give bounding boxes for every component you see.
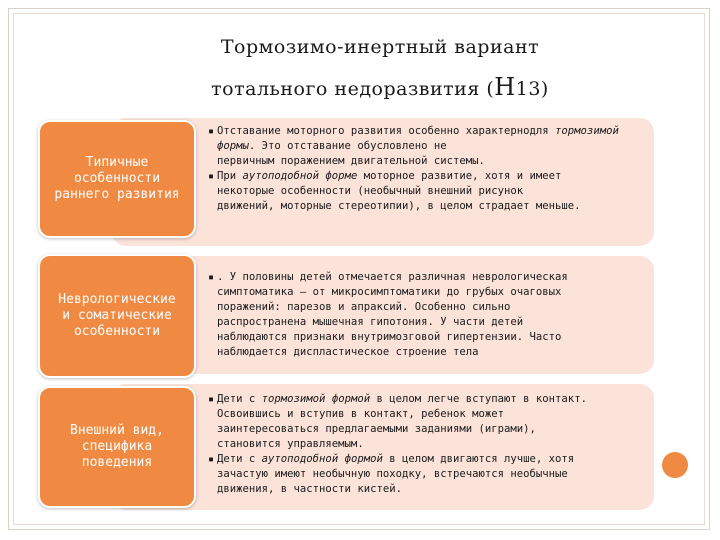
bullet-text-italic: тормозимой формы (217, 125, 619, 152)
row-1-label-line: особенности (73, 171, 161, 186)
bullet-text-segment: Дети с (217, 393, 262, 405)
bullet-text-segment: поражений: парезов и апраксий. Особенно сильно (217, 301, 511, 313)
bullet-text-segment: становится управляемым. (217, 438, 364, 450)
bullet-text-italic: тормозимой формой (261, 393, 371, 405)
row-3-description (208, 392, 648, 497)
bullet-paragraph (208, 124, 648, 169)
row-2-label-line: Неврологические (58, 292, 176, 307)
bullet-text-segment: наблюдаются признаки внутримозговой гипертензии. Часто (217, 331, 562, 343)
title-line-1 (100, 30, 660, 64)
bullet-text (217, 392, 648, 452)
bullet-marker: ▪ (208, 171, 215, 182)
bullet-paragraph (208, 169, 648, 214)
bullet-text-segment: в целом двигаются лучше, хотя (382, 453, 575, 465)
bullet-text-segment: . Это отставание обусловлено не (248, 140, 447, 152)
bullet-text-segment: Освоившись и вступив в контакт, ребенок может (217, 408, 505, 420)
bullet-marker: ▪ (208, 394, 215, 405)
row-3-label-line: поведения (81, 455, 153, 470)
bullet-text-segment: для (529, 125, 556, 137)
bullet-text-segment: заинтересоваться предлагаемыми заданиями (играми), (217, 423, 536, 435)
bullet-text-segment: движения, в частности кистей. (217, 483, 402, 495)
row-2-description (208, 270, 648, 360)
bullet-text-italic: аутоподобной форме (242, 170, 358, 182)
bullet-text-segment: движений, моторные стереотипии), в целом страдает меньше. (217, 200, 581, 212)
title-line-1-text: Тормозимо-инертный вариант (220, 36, 540, 58)
title-line-2-big-letter: Н (494, 73, 516, 101)
bullet-text (217, 169, 648, 214)
row-3-label-line: специфика (81, 439, 153, 454)
row-2-label-line: особенности (73, 324, 161, 339)
bullet-text (217, 124, 648, 169)
bullet-text-segment: наблюдается диспластическое строение тела (217, 346, 479, 358)
bullet-paragraph (208, 270, 648, 360)
bullet-text-segment: зачастую имеют необычную походку, встречаются необычные (217, 468, 568, 480)
bullet-marker: ▪ (208, 126, 215, 137)
row-2-label-card (38, 254, 196, 378)
bullet-text-segment: Дети с (217, 453, 262, 465)
bullet-paragraph (208, 452, 648, 497)
bullet-marker: ▪ (208, 272, 215, 283)
bullet-text-segment: некоторые особенности (необычный внешний рисунок (217, 185, 524, 197)
title-line-2 (100, 70, 660, 106)
bullet-text (217, 452, 648, 497)
bullet-text-segment: симптоматика — от микросимптоматики до грубых очаговых (217, 286, 562, 298)
bullet-text-segment: Отставание моторного развития особенно характерно (217, 125, 530, 137)
bullet-text-segment: распространена мышечная гипотония. У части детей (217, 316, 524, 328)
row-1-label-line: Типичные (85, 155, 149, 170)
row-1-label-line: раннего развития (54, 187, 180, 202)
title-line-2-prefix: тотального недоразвития ( (211, 78, 495, 100)
row-2-label-line: и соматические (62, 308, 172, 323)
slide-title (100, 30, 660, 106)
bullet-text-italic: аутоподобной формой (261, 453, 383, 465)
bullet-text-segment: При (217, 170, 243, 182)
bullet-paragraph (208, 392, 648, 452)
bullet-text-segment: первичным поражением двигательной системы. (217, 155, 485, 167)
bullet-text-segment: моторное развитие, хотя и имеет (357, 170, 562, 182)
row-3-label-card (38, 386, 196, 508)
row-1-description (208, 124, 648, 214)
bullet-text-segment: в целом легче вступают в контакт. (370, 393, 587, 405)
row-3-label-line: Внешний вид, (70, 423, 164, 438)
bullet-text (217, 270, 648, 360)
bullet-text-segment: . У половины детей отмечается различная неврологическая (217, 271, 568, 283)
bullet-marker: ▪ (208, 454, 215, 465)
title-line-2-rest: 13) (515, 78, 549, 100)
row-1-label-card (38, 120, 196, 238)
decorative-circle (662, 452, 688, 478)
